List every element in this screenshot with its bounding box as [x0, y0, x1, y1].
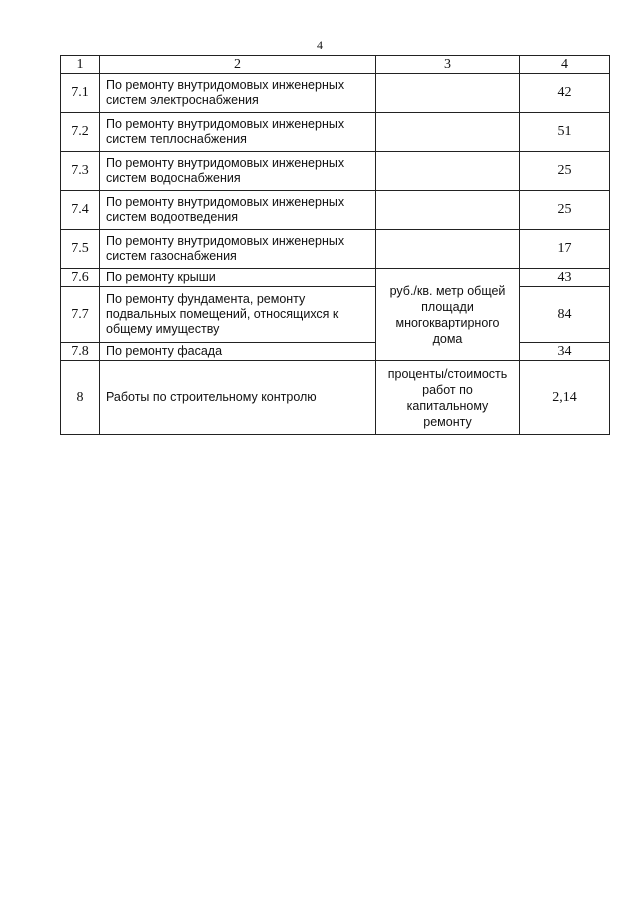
row-number: 7.5: [61, 230, 100, 269]
header-col-2: 2: [100, 56, 376, 74]
row-value: 17: [520, 230, 610, 269]
row-value: 34: [520, 343, 610, 361]
row-description: По ремонту внутридомовых инженерных систем электроснабжения: [100, 74, 376, 113]
row-number: 7.4: [61, 191, 100, 230]
row-description: По ремонту внутридомовых инженерных систем водоснабжения: [100, 152, 376, 191]
row-description: По ремонту фасада: [100, 343, 376, 361]
row-unit: проценты/стоимость работ по капитальному ремонту: [376, 361, 520, 435]
header-col-1: 1: [61, 56, 100, 74]
row-value: 51: [520, 113, 610, 152]
table-row: [61, 287, 610, 343]
table-row: [61, 152, 610, 191]
row-description: По ремонту фундамента, ремонту подвальных помещений, относящихся к общему имуществу: [100, 287, 376, 343]
row-value: 84: [520, 287, 610, 343]
row-description: По ремонту внутридомовых инженерных систем теплоснабжения: [100, 113, 376, 152]
row-description: По ремонту внутридомовых инженерных систем газоснабжения: [100, 230, 376, 269]
row-number: 7.7: [61, 287, 100, 343]
table-row: [61, 113, 610, 152]
header-col-3: 3: [376, 56, 520, 74]
row-unit: [376, 230, 520, 269]
table-header-row: [61, 56, 610, 74]
header-col-4: 4: [520, 56, 610, 74]
row-description: По ремонту внутридомовых инженерных систем водоотведения: [100, 191, 376, 230]
row-number: 7.6: [61, 269, 100, 287]
row-value: 25: [520, 191, 610, 230]
row-value: 43: [520, 269, 610, 287]
table-row: [61, 361, 610, 435]
row-value: 25: [520, 152, 610, 191]
row-number: 8: [61, 361, 100, 435]
merged-unit-cell: руб./кв. метр общей площади многоквартирного дома: [376, 269, 520, 361]
table-row: [61, 74, 610, 113]
page-number: 4: [317, 38, 323, 52]
row-number: 7.8: [61, 343, 100, 361]
row-unit: [376, 191, 520, 230]
row-number: 7.2: [61, 113, 100, 152]
rates-table: [60, 55, 610, 435]
table-row: [61, 343, 610, 361]
row-value: 2,14: [520, 361, 610, 435]
row-value: 42: [520, 74, 610, 113]
row-unit: [376, 113, 520, 152]
table-row: [61, 191, 610, 230]
row-description: По ремонту крыши: [100, 269, 376, 287]
row-description: Работы по строительному контролю: [100, 361, 376, 435]
table-row: [61, 230, 610, 269]
row-unit: [376, 152, 520, 191]
row-number: 7.3: [61, 152, 100, 191]
row-number: 7.1: [61, 74, 100, 113]
table-row: [61, 269, 610, 287]
row-unit: [376, 74, 520, 113]
